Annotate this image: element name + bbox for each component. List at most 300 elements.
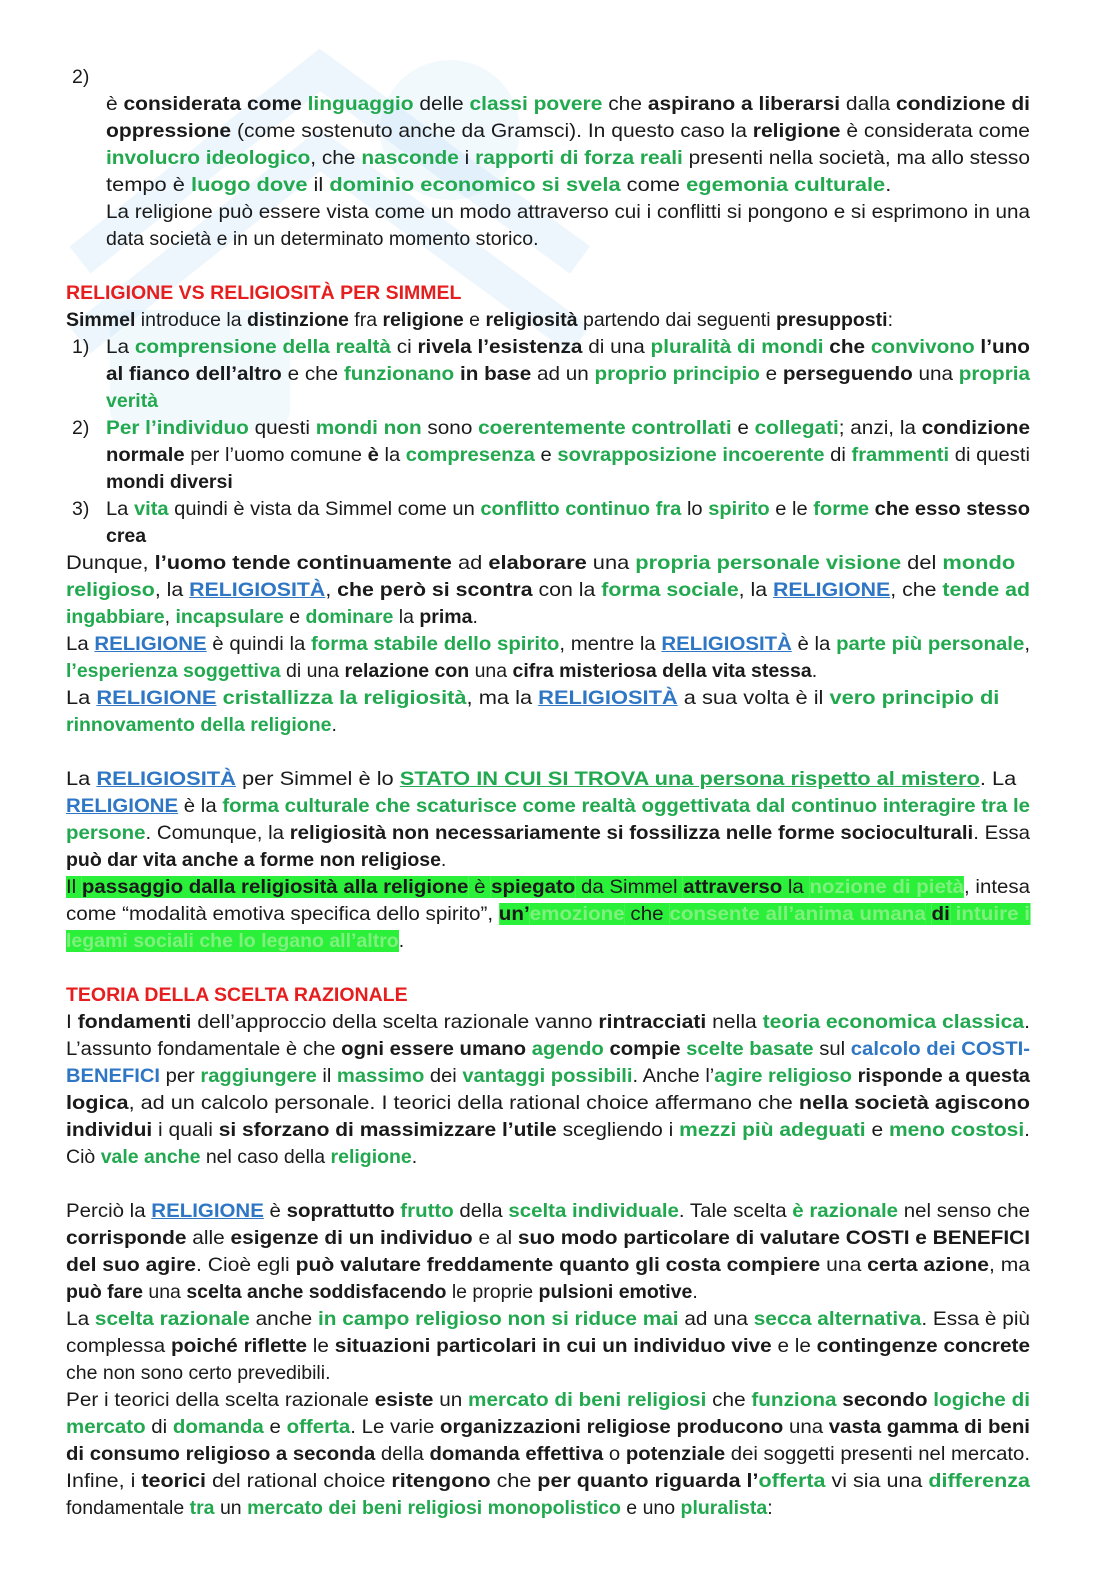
keyword-link[interactable]: RELIGIOSITÀ (538, 687, 678, 709)
text-run: del rational choice (205, 1470, 392, 1492)
text-run: nozione di pietà (809, 876, 965, 898)
keyword-link[interactable]: RELIGIOSITÀ (661, 633, 792, 655)
text-run: può fare (66, 1281, 143, 1303)
text-run: Perciò la (66, 1200, 152, 1222)
text-run: che però si scontra (337, 579, 533, 601)
text-line (66, 793, 1030, 820)
text-line (66, 1279, 698, 1306)
text-run: agire religioso (714, 1065, 852, 1087)
text-run: Simmel (66, 309, 136, 331)
text-line (66, 847, 446, 874)
text-run: una (820, 1254, 868, 1276)
text-run: incapsulare (175, 606, 284, 628)
text-run: vita (133, 498, 169, 520)
text-line (106, 145, 1030, 172)
text-run: presupposti (775, 309, 888, 331)
text-run: esiste (374, 1389, 434, 1411)
text-run: una (912, 363, 959, 385)
text-run: vi sia una (825, 1470, 929, 1492)
text-line (66, 1360, 331, 1387)
text-line (66, 577, 1030, 604)
text-run: consente all’anima umana (669, 903, 926, 925)
text-run: coerentemente controllati (478, 417, 732, 439)
text-run: può dar vita anche a forme non religiose (66, 849, 441, 871)
text-run: religione (382, 309, 464, 331)
text-run: cifra misteriosa della vita stessa (512, 660, 812, 682)
text-run: poiché riflette (170, 1335, 308, 1357)
text-run: collegati (754, 417, 839, 439)
text-run: parte più personale (836, 633, 1025, 655)
text-run: La (106, 336, 135, 358)
text-run: quindi è vista da Simmel come un (168, 498, 481, 520)
text-run: nasconde (361, 147, 459, 169)
text-run: un (433, 1389, 469, 1411)
text-run: Ciò (66, 1146, 101, 1168)
text-run: , la (154, 579, 190, 601)
text-run: introduce la (135, 309, 248, 331)
text-run: una (586, 552, 636, 574)
text-run: tende ad (942, 579, 1030, 601)
text-line (106, 523, 146, 550)
text-run: organizzazioni religiose producono (440, 1416, 784, 1438)
text-run: ad una (678, 1308, 754, 1330)
text-run: l’uomo tende continuamente (154, 552, 452, 574)
text-run: la (782, 876, 810, 898)
text-run: . (811, 660, 818, 682)
text-run: potenziale (625, 1443, 726, 1465)
keyword-link[interactable]: RELIGIONE (151, 1200, 264, 1222)
keyword-link[interactable]: RELIGIONE (94, 633, 207, 655)
text-run: crea (106, 525, 147, 547)
text-line (66, 1009, 1030, 1036)
text-run: . (398, 930, 405, 952)
text-run: vale anche (100, 1146, 201, 1168)
text-run: considerata come (123, 93, 308, 115)
text-run: conflitto continuo fra (480, 498, 682, 520)
text-line (66, 685, 999, 712)
text-run: in base (459, 363, 532, 385)
text-run: al fianco dell’altro (106, 363, 282, 385)
text-run: . Anche l’ (632, 1065, 715, 1087)
text-run: offerta (758, 1470, 826, 1492)
text-run: scelta individuale (508, 1200, 679, 1222)
text-line (106, 118, 1030, 145)
text-run: mondi non (315, 417, 422, 439)
text-line (66, 658, 817, 685)
text-run: una (469, 660, 513, 682)
text-run: RELIGIONE VS RELIGIOSITÀ PER SIMMEL (66, 282, 462, 304)
text-run: che (829, 336, 866, 358)
text-run: raggiungere (200, 1065, 317, 1087)
text-run: certa azione (867, 1254, 989, 1276)
text-run: passaggio dalla religiosità alla religione (81, 876, 469, 898)
text-run: questi (248, 417, 316, 439)
text-run: una (783, 1416, 829, 1438)
text-run: emozione (529, 903, 625, 925)
text-run: Il (66, 876, 82, 898)
text-run: ingabbiare (66, 606, 165, 628)
text-run: che (706, 1389, 752, 1411)
text-run: complessa (66, 1335, 171, 1357)
text-run: è (263, 1200, 287, 1222)
keyword-link[interactable]: RELIGIONE (96, 687, 217, 709)
text-run: delle (413, 93, 470, 115)
text-line (66, 766, 1016, 793)
text-run: scelta razionale (94, 1308, 250, 1330)
text-run: teorici (141, 1470, 206, 1492)
text-run: che non sono certo prevedibili. (66, 1362, 331, 1384)
text-run: calcolo dei COSTI- (850, 1038, 1030, 1060)
text-run: esigenze di un individuo (230, 1227, 473, 1249)
text-run: forme (813, 498, 870, 520)
text-run: persone (66, 822, 146, 844)
text-run: le proprie (446, 1281, 539, 1303)
text-run: classi povere (469, 93, 603, 115)
text-run: Per l’individuo (106, 417, 249, 439)
text-line (66, 982, 408, 1009)
text-run: religiosità non necessariamente si fossilizza nelle forme socioculturali (289, 822, 974, 844)
text-run: compie (609, 1038, 681, 1060)
text-run: con la (532, 579, 602, 601)
text-run: vantaggi possibili (462, 1065, 633, 1087)
text-run: l’uno (980, 336, 1030, 358)
text-run: religiosità (485, 309, 578, 331)
text-run: è la (791, 633, 837, 655)
text-run: condizione (921, 417, 1030, 439)
text-run: è considerata come (840, 120, 1030, 142)
text-run: data società e in un determinato momento storico. (106, 228, 539, 250)
text-line (66, 1441, 1030, 1468)
text-run: fra (348, 309, 383, 331)
text-run: la (378, 444, 406, 466)
text-run: mercato dei beni religiosi monopolistico (247, 1497, 621, 1519)
text-run: ad un (531, 363, 595, 385)
text-line (66, 901, 1030, 928)
text-line (66, 550, 1015, 577)
text-run: dell’approccio della scelta razionale vanno (191, 1011, 599, 1033)
text-run: : (887, 309, 893, 331)
text-run: della (453, 1200, 509, 1222)
text-run: che esso stesso (874, 498, 1030, 520)
text-line (66, 1414, 1030, 1441)
text-run: soprattutto (286, 1200, 395, 1222)
text-run: situazioni particolari in cui un individuo vive (334, 1335, 772, 1357)
text-run: . (1024, 1011, 1030, 1033)
text-run: alle (186, 1227, 231, 1249)
text-run: attraverso (683, 876, 783, 898)
text-run: fondamenti (77, 1011, 192, 1033)
text-run: distinzione (247, 309, 349, 331)
text-run: nella (706, 1011, 763, 1033)
text-run: per l’uomo comune (184, 444, 368, 466)
text-run: propria personale visione (635, 552, 902, 574)
text-run: , (325, 579, 338, 601)
text-run: è (367, 444, 379, 466)
text-run: . (885, 174, 892, 196)
text-run: . Tale scelta (678, 1200, 793, 1222)
text-run: rapporti di forza reali (475, 147, 683, 169)
text-run: logica (66, 1092, 129, 1114)
text-run: sono (421, 417, 479, 439)
text-run: logiche di (933, 1389, 1030, 1411)
text-run: , mentre la (559, 633, 662, 655)
text-run: e le (771, 1335, 817, 1357)
text-run: La (66, 633, 95, 655)
text-run: La (106, 498, 134, 520)
text-run: religione (330, 1146, 412, 1168)
text-run: ad (451, 552, 489, 574)
text-line (106, 91, 1030, 118)
keyword-link[interactable]: RELIGIOSITÀ (96, 768, 236, 790)
text-run: di questi (949, 444, 1030, 466)
text-line (66, 631, 1030, 658)
text-run: , (164, 606, 176, 628)
text-line (106, 334, 1030, 361)
text-run: spiegato (491, 876, 576, 898)
text-run: elaborare (488, 552, 587, 574)
text-run: e (534, 444, 558, 466)
text-run: . Le varie (350, 1416, 441, 1438)
text-run: mondi diversi (106, 471, 233, 493)
text-run: che (624, 903, 670, 925)
text-line (66, 307, 893, 334)
keyword-link[interactable]: RELIGIONE (66, 795, 179, 817)
text-line (66, 1117, 1030, 1144)
text-run: un’ (498, 903, 530, 925)
text-run: secondo (842, 1389, 928, 1411)
text-line (66, 604, 478, 631)
text-run: propria (958, 363, 1030, 385)
text-run: luogo dove (190, 174, 308, 196)
text-run: forma sociale (601, 579, 739, 601)
text-run: (come sostenuto anche da Gramsci). In questo caso la (231, 120, 753, 142)
text-run: dominio economico si svela (329, 174, 621, 196)
text-run: di (931, 903, 950, 925)
list-number: 2) (72, 417, 90, 439)
text-run: funziona (751, 1389, 837, 1411)
text-run: meno costosi (888, 1119, 1025, 1141)
text-run: frutto (400, 1200, 454, 1222)
text-run[interactable]: STATO IN CUI SI TROVA una persona rispetto al mistero (399, 768, 980, 790)
text-run: e al (472, 1227, 518, 1249)
text-run: convivono (870, 336, 975, 358)
text-line (106, 496, 1030, 523)
text-run: nel caso della (200, 1146, 331, 1168)
text-run: di una (582, 336, 651, 358)
text-run: le (307, 1335, 335, 1357)
text-run: egemonia culturale (686, 174, 886, 196)
keyword-link[interactable]: RELIGIOSITÀ (189, 579, 326, 601)
text-run: aspirano a liberarsi (647, 93, 841, 115)
text-run: come “modalità emotiva specifica dello spirito”, (66, 903, 499, 925)
text-run: e (731, 417, 755, 439)
text-run: pluralista (680, 1497, 768, 1519)
text-run: secca alternativa (753, 1308, 922, 1330)
text-run: di consumo religioso a seconda (66, 1443, 376, 1465)
text-line (106, 226, 539, 253)
text-run: . (1024, 1119, 1030, 1141)
text-line (106, 469, 233, 496)
text-run: scegliendo i (556, 1119, 680, 1141)
text-run: risponde a questa (857, 1065, 1030, 1087)
text-line (66, 1387, 1030, 1414)
text-run: forma culturale che scaturisce come realtà oggettivata dal continuo interagire tra le (222, 795, 1030, 817)
text-run: nella società agiscono (798, 1092, 1030, 1114)
text-run: mercato (66, 1416, 146, 1438)
text-run: , ad un calcolo personale. I teorici della rational choice affermano che (128, 1092, 799, 1114)
text-run: differenza (928, 1470, 1030, 1492)
text-run: linguaggio (307, 93, 414, 115)
text-run: prima (419, 606, 473, 628)
text-run: . Essa è più (921, 1308, 1030, 1330)
text-run: sovrapposizione incoerente (557, 444, 825, 466)
text-line (66, 1333, 1030, 1360)
text-run: Dunque, (66, 552, 155, 574)
text-run: compresenza (405, 444, 535, 466)
text-run: . Comunque, la (145, 822, 290, 844)
text-run: suo modo particolare di valutare COSTI e BENEFICI (517, 1227, 1030, 1249)
text-run: del (901, 552, 943, 574)
text-run: domanda (172, 1416, 264, 1438)
text-run: individui (66, 1119, 153, 1141)
text-run: è razionale (792, 1200, 899, 1222)
text-run: i (458, 147, 476, 169)
text-line (66, 1468, 1030, 1495)
text-run: agendo (531, 1038, 604, 1060)
text-run: pulsioni emotive (538, 1281, 693, 1303)
text-run: scelte basate (686, 1038, 814, 1060)
text-run: sul (813, 1038, 851, 1060)
text-run: teoria economica classica (762, 1011, 1025, 1033)
text-run: frammenti (851, 444, 950, 466)
text-run: La (66, 768, 97, 790)
text-run: I (66, 1011, 78, 1033)
text-run: mezzi più adeguati (679, 1119, 866, 1141)
text-run: dei (424, 1065, 463, 1087)
text-run: in campo religioso non si riduce mai (318, 1308, 679, 1330)
text-line (66, 1306, 1030, 1333)
text-run: di (824, 444, 852, 466)
text-run: . (411, 1146, 418, 1168)
text-run: di (145, 1416, 173, 1438)
text-run: massimo (336, 1065, 425, 1087)
text-run: e (263, 1416, 287, 1438)
text-run: TEORIA DELLA SCELTA RAZIONALE (66, 984, 408, 1006)
text-run: . Cioè egli (196, 1254, 296, 1276)
text-run: o (603, 1443, 626, 1465)
text-run: BENEFICI (66, 1065, 161, 1087)
text-line (106, 199, 1030, 226)
text-run: religioso (66, 579, 155, 601)
text-run: rinnovamento della religione (66, 714, 332, 736)
text-line (66, 1036, 1030, 1063)
text-run: il (316, 1065, 337, 1087)
text-run: Per i teorici della scelta razionale (66, 1389, 375, 1411)
text-run: forma stabile dello spirito (311, 633, 560, 655)
text-line (106, 415, 1030, 442)
text-run: domanda effettiva (429, 1443, 604, 1465)
text-line (66, 820, 1030, 847)
text-run: , (1024, 633, 1030, 655)
text-run: può valutare freddamente quanto gli costa compiere (295, 1254, 821, 1276)
text-line (66, 1252, 1030, 1279)
text-run: , la (738, 579, 774, 601)
text-run: che (490, 1470, 538, 1492)
text-run: La (66, 1308, 95, 1330)
text-run: rintracciati (598, 1011, 707, 1033)
text-run: La religione può essere vista come un modo attraverso cui i conflitti si pongono e si esprimono in una (106, 201, 1030, 223)
text-run: . La (979, 768, 1017, 790)
keyword-link[interactable]: RELIGIONE (773, 579, 891, 601)
text-run: della (375, 1443, 430, 1465)
text-run: rivela l’esistenza (417, 336, 583, 358)
text-run: Infine, i (66, 1470, 142, 1492)
text-run: , che (890, 579, 943, 601)
text-run: contingenze concrete (816, 1335, 1030, 1357)
text-run: di una (280, 660, 345, 682)
list-number: 3) (72, 498, 90, 520)
text-run: e che (281, 363, 344, 385)
text-run: . Essa (973, 822, 1030, 844)
text-line (106, 442, 1030, 469)
text-run: anche (249, 1308, 319, 1330)
text-run: proprio principio (594, 363, 760, 385)
text-run: mondo (942, 552, 1016, 574)
text-run: e (463, 309, 486, 331)
text-run: relazione con (344, 660, 470, 682)
text-run: fondamentale (66, 1497, 190, 1519)
text-run: . (331, 714, 337, 736)
text-run: e uno (620, 1497, 681, 1519)
text-run: ci (390, 336, 418, 358)
text-line (66, 1225, 1030, 1252)
text-run: il (307, 174, 330, 196)
text-run: una (142, 1281, 187, 1303)
text-run: comprensione della realtà (134, 336, 391, 358)
text-run: perseguendo (782, 363, 913, 385)
text-run: e (283, 606, 306, 628)
text-run: l’esperienza soggettiva (66, 660, 281, 682)
text-line (66, 928, 404, 955)
text-run: verità (106, 390, 159, 412)
text-run: dominare (305, 606, 394, 628)
text-run: da Simmel (575, 876, 684, 898)
text-run: involucro ideologico (106, 147, 311, 169)
text-run: è (106, 93, 124, 115)
text-run: dalla (840, 93, 897, 115)
text-line (66, 874, 1030, 901)
text-run: vero principio di (829, 687, 1000, 709)
text-run: è la (178, 795, 223, 817)
text-run: vasta gamma di beni (828, 1416, 1030, 1438)
text-run: i quali (152, 1119, 219, 1141)
text-run: come (620, 174, 687, 196)
text-run: ritengono (391, 1470, 491, 1492)
text-run: intuire i (955, 903, 1030, 925)
text-run: . (472, 606, 478, 628)
text-line (66, 1144, 417, 1171)
text-run: mercato di beni religiosi (468, 1389, 707, 1411)
text-run: legami sociali che lo legano all’altro (66, 930, 399, 952)
text-run: che (602, 93, 648, 115)
text-line (106, 361, 1030, 388)
text-line (66, 1063, 1030, 1090)
text-run: partendo dai seguenti (577, 309, 776, 331)
text-run: spirito (708, 498, 770, 520)
text-run: presenti nella società, ma allo stesso (682, 147, 1030, 169)
text-line (106, 388, 158, 415)
text-run: corrisponde (66, 1227, 187, 1249)
